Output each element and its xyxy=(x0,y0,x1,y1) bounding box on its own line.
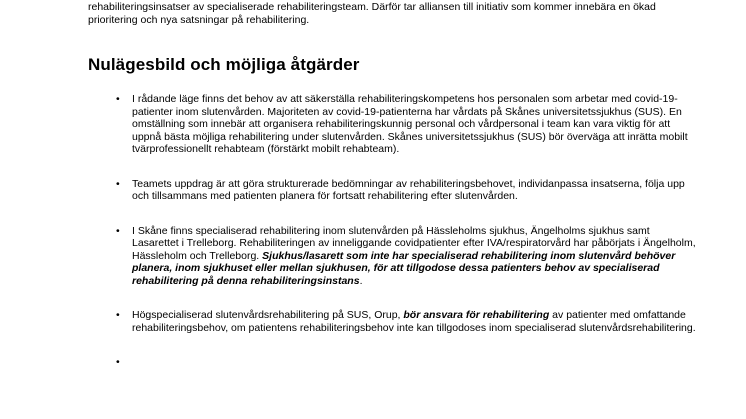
bullet-text-segment: Högspecialiserad slutenvårdsrehabilitering på SUS, Orup, xyxy=(132,309,404,321)
bullet-text-segment: I rådande läge finns det behov av att säkerställa rehabiliteringskompetens hos personalen som arbetar med covid-19-patienter inom slutenvården. Majoriteten av covid-19-patienterna har vårdats på Skånes universitetssjukhus (SUS). En omställning som innebär att organisera rehabiliteringskunnig personal och vårdpersonal i team kan vara viktig för att uppnå bästa möjliga rehabilitering under slutenvården. Skånes universitetssjukhus (SUS) bör överväga att inrätta mobilt tvärprofessionellt rehabteam (förstärkt mobilt rehabteam). xyxy=(132,93,688,155)
section-heading: Nulägesbild och möjliga åtgärder xyxy=(88,55,360,74)
bullet-text-segment: Teamets uppdrag är att göra strukturerade bedömningar av rehabiliteringsbehovet, individanpassa insatserna, följa upp och tillsammans med patienten planera för fortsatt rehabilitering efter slutenvården. xyxy=(132,177,685,202)
bullet-list xyxy=(116,93,698,334)
bullet-item xyxy=(116,93,698,156)
bullet-text-segment: . xyxy=(359,274,363,287)
bullet-text-segment: Sjukhus/lasarett som inte har specialiserad rehabilitering inom slutenvård behöver planera, inom sjukhuset eller mellan sjukhusen, för att tillgodose dessa patienters behov av specialiserad rehabilitering på denna rehabiliteringsinstans xyxy=(132,249,676,287)
bullet-item xyxy=(116,225,698,288)
bullet-item xyxy=(116,309,698,334)
intro-paragraph: rehabiliteringsinsatser av specialiserade rehabiliteringsteam. Därför tar alliansen till initiativ som kommer innebära en ökad prioritering och nya satsningar på rehabilitering. xyxy=(88,1,656,26)
bullet-text-segment: av patienter med omfattande rehabiliteringsbehov, om patientens rehabiliteringsbehov inte kan tillgodoses inom specialiserad slutenvårdsrehabilitering. xyxy=(132,309,696,334)
bullet-item xyxy=(116,178,698,203)
bullet-text-segment: bör ansvara för rehabilitering xyxy=(403,309,550,321)
bullet-text-segment: I Skåne finns specialiserad rehabilitering inom slutenvården på Hässleholms sjukhus, Ängelholms sjukhus samt Lasarettet i Trelleborg. Rehabiliteringen av inneliggande covidpatienter efter IVA/respiratorvård har påbörjats i Ängelholm, Hässleholm och Trelleborg. xyxy=(132,224,696,262)
